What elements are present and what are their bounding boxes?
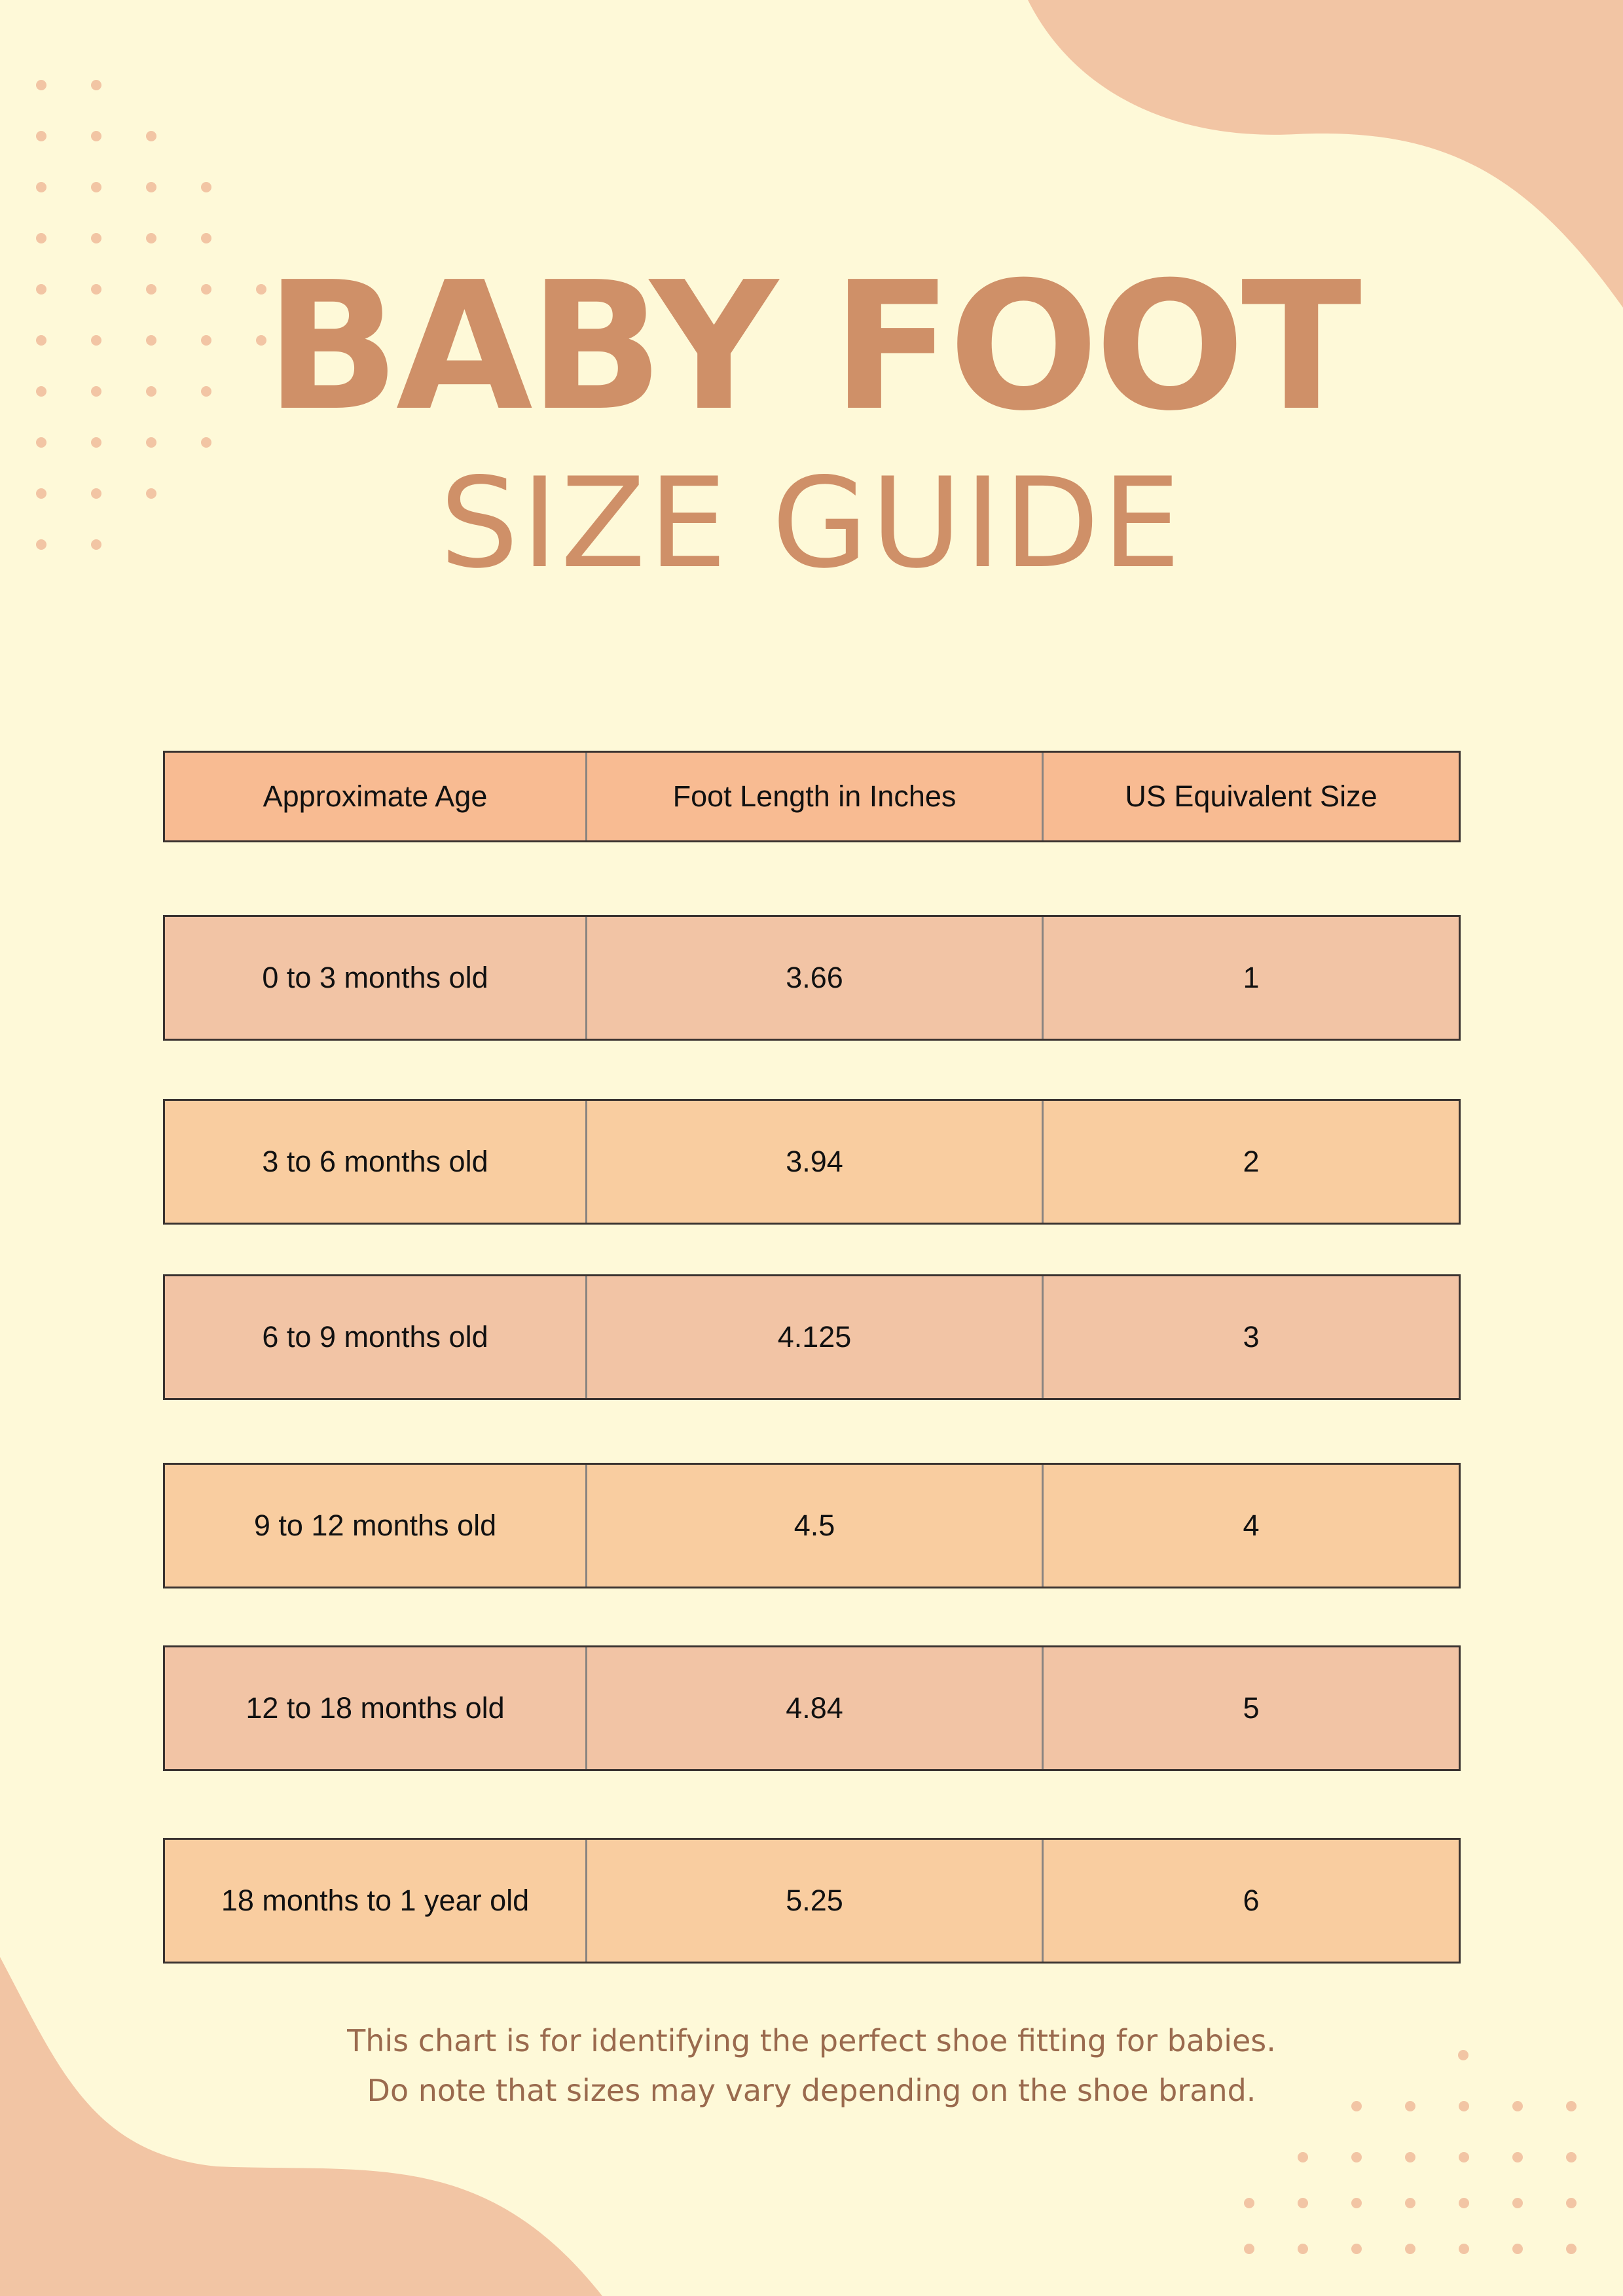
cell-us-size: 5 [1243, 1691, 1260, 1725]
decorative-dot [91, 233, 101, 243]
table-row [163, 1099, 1461, 1225]
table-row [163, 915, 1461, 1041]
decorative-dot [91, 182, 101, 192]
footnote-line-1: This chart is for identifying the perfect shoe fitting for babies. [347, 2023, 1276, 2058]
table-row [163, 1463, 1461, 1588]
decorative-dot [91, 131, 101, 141]
decorative-dot [146, 182, 156, 192]
cell-foot-length: 4.5 [587, 1465, 1044, 1587]
decorative-dot [1405, 2198, 1415, 2208]
decorative-dot [146, 131, 156, 141]
cell-foot-length: 4.84 [587, 1647, 1044, 1769]
header-us-size: US Equivalent Size [1125, 780, 1377, 813]
decorative-dot [1566, 2152, 1577, 2162]
header-foot-length: Foot Length in Inches [587, 753, 1044, 840]
cell-us-size: 3 [1243, 1320, 1260, 1354]
decorative-dot [1566, 2198, 1577, 2208]
decorative-dot [1405, 2244, 1415, 2254]
cell-us-size: 2 [1243, 1145, 1260, 1178]
header-approximate-age: Approximate Age [165, 753, 587, 840]
decorative-dot [1459, 2198, 1469, 2208]
table-row [163, 1838, 1461, 1964]
footnote-line-2: Do note that sizes may vary depending on the shoe brand. [367, 2073, 1256, 2108]
decorative-dot [1512, 2244, 1523, 2254]
table-row [163, 1274, 1461, 1400]
decorative-dot [1459, 2244, 1469, 2254]
decorative-dot [91, 80, 101, 90]
decorative-dot [1512, 2152, 1523, 2162]
cell-age: 3 to 6 months old [165, 1101, 587, 1223]
decorative-dot [36, 131, 46, 141]
cell-age: 6 to 9 months old [165, 1276, 587, 1398]
decorative-dot [1405, 2152, 1415, 2162]
decorative-dot [201, 233, 211, 243]
decorative-dot [1351, 2152, 1362, 2162]
cell-age: 12 to 18 months old [165, 1647, 587, 1769]
decorative-dot [36, 233, 46, 243]
cell-age: 0 to 3 months old [165, 917, 587, 1039]
decorative-dot [1459, 2152, 1469, 2162]
cell-foot-length: 3.66 [587, 917, 1044, 1039]
decorative-dot [1244, 2244, 1254, 2254]
cell-foot-length: 3.94 [587, 1101, 1044, 1223]
decorative-dot [1244, 2198, 1254, 2208]
decorative-dot [36, 182, 46, 192]
page-title: BABY FOOT [265, 243, 1358, 450]
decorative-dot [1298, 2198, 1308, 2208]
cell-foot-length: 5.25 [587, 1840, 1044, 1962]
decorative-dot [1512, 2198, 1523, 2208]
decorative-dot [146, 233, 156, 243]
decorative-dot [1298, 2244, 1308, 2254]
table-row [163, 1645, 1461, 1771]
cell-foot-length: 4.125 [587, 1276, 1044, 1398]
decorative-dot [1566, 2244, 1577, 2254]
cell-us-size: 4 [1243, 1509, 1260, 1542]
decorative-dot [1298, 2152, 1308, 2162]
decorative-dot [36, 80, 46, 90]
page-subtitle: SIZE GUIDE [439, 451, 1184, 596]
cell-age: 9 to 12 months old [165, 1465, 587, 1587]
decorative-dot [201, 182, 211, 192]
cell-us-size: 6 [1243, 1884, 1260, 1917]
table-header-row [163, 751, 1461, 842]
cell-age: 18 months to 1 year old [165, 1840, 587, 1962]
cell-us-size: 1 [1243, 961, 1260, 994]
decorative-dot [1351, 2198, 1362, 2208]
decorative-dot [1351, 2244, 1362, 2254]
